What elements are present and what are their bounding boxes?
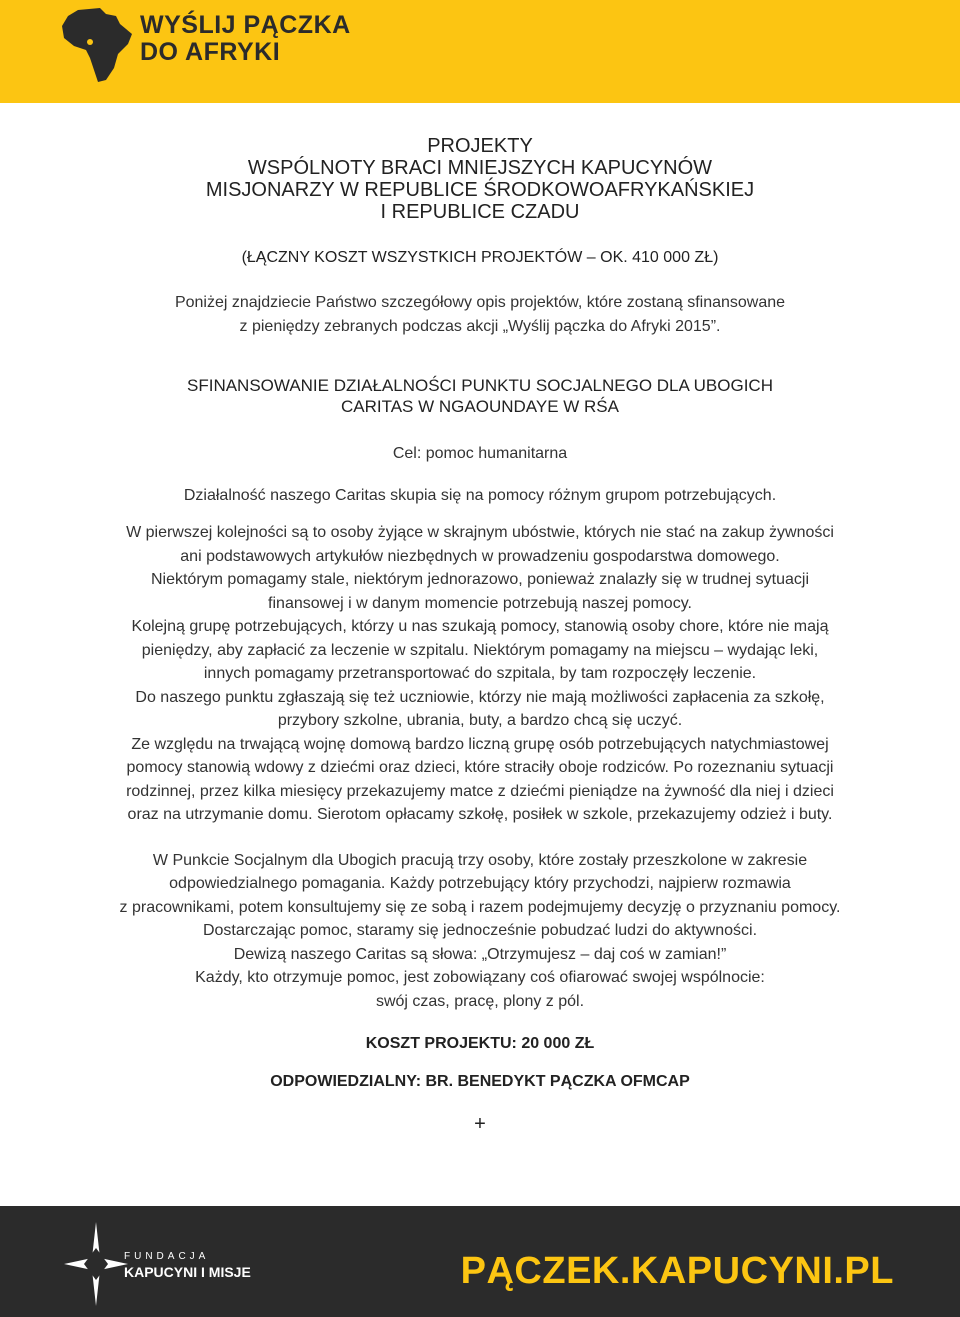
intro-line: z pieniędzy zebranych podczas akcji „Wyślij pączka do Afryki 2015”. [239,318,721,335]
text-line: ani podstawowych artykułów niezbędnych w prowadzeniu gospodarstwa domowego. [180,547,780,565]
text-line: przybory szkolne, ubrania, buty, a bardzo chcą się uczyć. [277,712,683,729]
text-line: Dostarczając pomoc, staramy się jednocześnie pobudzać ludzi do aktywności. [202,922,758,939]
foundation-label: FUNDACJA [124,1251,210,1262]
total-cost: (ŁĄCZNY KOSZT WSZYSTKICH PROJEKTÓW – OK. 410 000 ZŁ) [241,249,719,266]
page-title [40,135,920,223]
africa-map-icon [56,4,136,84]
logo-line-2: DO AFRYKI [140,38,281,66]
text-line: innych pomagamy przetransportować do szpitala, by tam rozpoczęły leczenie. [203,665,757,682]
text-line: W Punkcie Socjalnym dla Ubogich pracują trzy osoby, które zostały przeszkolone w zakresie [152,851,808,869]
text-line: swój czas, pracę, plony z pól. [375,992,585,1010]
text-line: Kolejną grupę potrzebujących, którzy u nas szukają pomocy, stanowią osoby chore, które nie mają [131,618,829,635]
foundation-logo-icon [62,1218,130,1310]
title-line: PROJEKTY [427,135,533,157]
text-line: odpowiedzialnego pomagania. Każdy potrzebujący który przychodzi, najpierw rozmawia [169,875,791,892]
title-line: I REPUBLICE CZADU [380,201,580,223]
cross-mark: + [474,1113,486,1135]
document-body [40,135,920,1136]
heading-line: CARITAS W NGAOUNDAYE W RŚA [340,397,619,416]
text-line: oraz na utrzymanie domu. Sierotom opłacamy szkołę, posiłek w szkole, przekazujemy odzież i buty. [127,806,833,823]
project-cost: KOSZT PROJEKTU: 20 000 ZŁ [365,1035,595,1052]
text-line: finansowej i w danym momencie potrzebują naszej pomocy. [268,594,692,612]
foundation-name: KAPUCYNI I MISJE [124,1264,251,1280]
text-line: pieniędzy, aby zapłacić za leczenie w szpitalu. Niektórym pomagamy na miejscu – wydając leki, [141,641,819,659]
text-line: Niektórym pomagamy stale, niektórym jednorazowo, ponieważ znalazły się w trudnej sytuacji [150,571,810,588]
text-line: Dewizą naszego Caritas są słowa: „Otrzymujesz – daj coś w zamian!” [233,945,727,963]
text-line: rodzinnej, przez kilka miesięcy przekazujemy matce z dziećmi pieniądze na żywność dla niej i dzieci [126,782,834,800]
title-line: WSPÓLNOTY BRACI MNIEJSZYCH KAPUCYNÓW [247,157,713,179]
paragraph-staff [40,849,920,1014]
website-link[interactable]: PĄCZEK.KAPUCYNI.PL [460,1250,894,1292]
paragraph-beneficiaries [40,521,920,827]
project-lead: Działalność naszego Caritas skupia się na pomocy różnym grupom potrzebujących. [183,487,777,504]
project-goal: Cel: pomoc humanitarna [392,445,568,462]
text-line: Do naszego punktu zgłaszają się też uczniowie, którzy nie mają możliwości zapłacenia za szkołę, [135,688,825,706]
logo-text [140,12,351,66]
footer-banner [0,1206,960,1317]
title-line: MISJONARZY W REPUBLICE ŚRODKOWOAFRYKAŃSKIEJ [205,179,755,201]
text-line: Każdy, kto otrzymuje pomoc, jest zobowiązany coś ofiarować swojej wspólnocie: [195,969,765,986]
logo-line-1: WYŚLIJ PĄCZKA [140,11,351,39]
text-line: pomocy stanowią wdowy z dziećmi oraz dzieci, które straciły oboje rodziców. Po rozeznaniu sytuacji [126,759,834,776]
project-responsible: ODPOWIEDZIALNY: BR. BENEDYKT PĄCZKA OFMCAP [270,1073,690,1090]
project-heading [40,375,920,417]
header-banner [0,0,960,103]
text-line: Ze względu na trwającą wojnę domową bardzo liczną grupę osób potrzebujących natychmiastowej [131,735,829,753]
heading-line: SFINANSOWANIE DZIAŁALNOŚCI PUNKTU SOCJALNEGO DLA UBOGICH [187,376,773,395]
intro-line: Poniżej znajdziecie Państwo szczegółowy opis projektów, które zostaną sfinansowane [174,294,786,311]
intro-text [40,291,920,339]
text-line: z pracownikami, potem konsultujemy się ze sobą i razem podejmujemy decyzję o przyznaniu pomocy. [119,898,841,916]
text-line: W pierwszej kolejności są to osoby żyjące w skrajnym ubóstwie, których nie stać na zakup żywności [126,524,834,541]
